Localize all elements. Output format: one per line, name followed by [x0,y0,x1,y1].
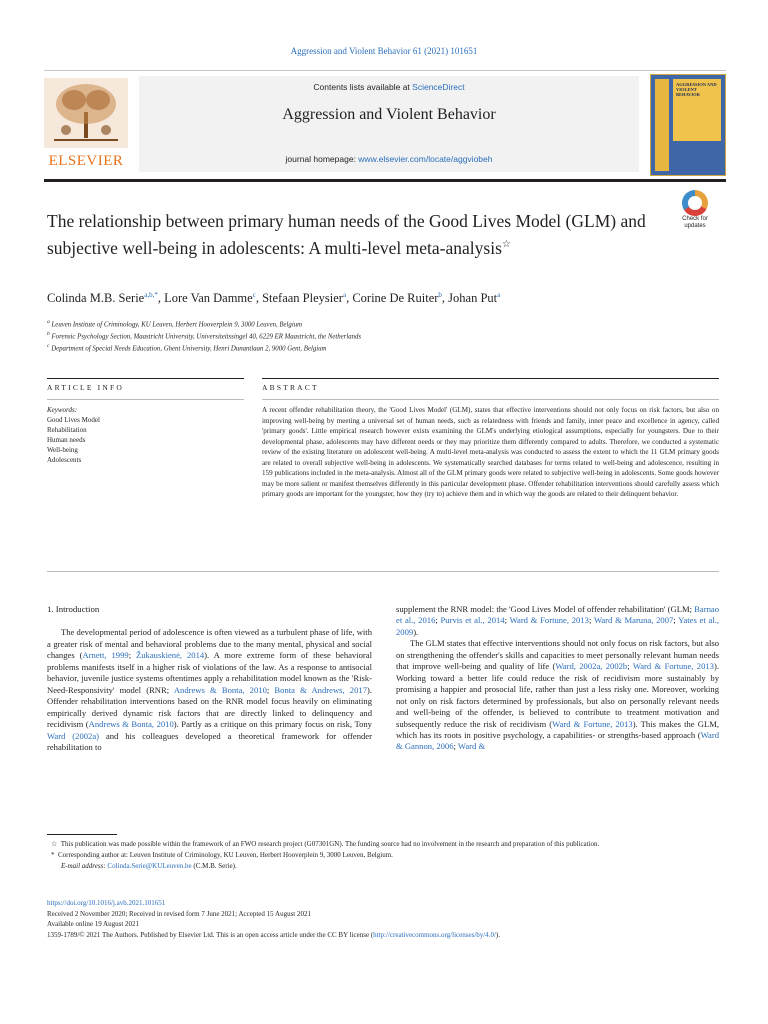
abstract-bottom-rule [47,571,719,572]
citation-link[interactable]: Andrews & Bonta, 2010 [173,684,267,695]
citation-link[interactable]: Ward & [457,741,486,752]
citation-link[interactable]: Ward & Maruna, 2007 [593,615,674,626]
affiliation-item: $^a$ Leuven Institute of Criminology, KU Leuven, Herbert Hooverplein 9, 3000 Leuven, Belgium [47,319,303,329]
journal-homepage-link[interactable]: www.elsevier.com/locate/aggviobeh [358,154,493,164]
author-name[interactable]: Johan Put [448,291,498,306]
email-link[interactable]: Colinda.Serie@KULeuven.be [107,861,192,870]
article-info-heading: ARTICLE INFO [47,383,124,392]
citation-link[interactable]: Arnett, 1999 [82,650,129,661]
abstract-heading: ABSTRACT [262,383,319,392]
affiliation-item: $^c$ Department of Special Needs Education, Ghent University, Henri Dunantlaan 2, 9000 Gent, Belgium [47,342,327,353]
footnotes [47,840,719,872]
citation-link[interactable]: Barnao et al., 2016 [396,604,719,626]
keyword-item: Adolescents [47,456,82,464]
author-affiliation-mark[interactable]: a [342,291,347,299]
elsevier-logo[interactable] [44,78,128,170]
header-top-rule [44,70,726,71]
author-affiliation-mark[interactable]: c [252,291,256,299]
header-bottom-rule [44,179,726,182]
homepage-line [139,154,639,164]
citation-link[interactable]: Ward & Fortune, 2013 [509,615,589,626]
email-footnote: E-mail address: Colinda.Serie@KULeuven.be (C.M.B. Serie). [61,861,237,870]
received-dates: Received 2 November 2020; Received in revised form 7 June 2021; Accepted 15 August 2021 [47,909,311,918]
crossmark-label: Check for updates [682,216,708,229]
sciencedirect-link[interactable]: ScienceDirect [412,82,465,92]
license-link[interactable]: http://creativecommons.org/licenses/by/4.0/ [373,931,496,940]
citation-link[interactable]: Ward & Fortune, 2013 [632,661,714,672]
publication-info [47,898,727,941]
contents-line [139,82,639,92]
body-column-left [47,604,372,753]
journal-title: Aggression and Violent Behavior [282,106,496,123]
abstract-text: A recent offender rehabilitation theory, the 'Good Lives Model' (GLM), states that effective interventions should not only focus on risk factors, but also on improving well-being by meeting a universal set of human needs, such as relatedness with friends and family, inner peace and excellence in agency, called 'primary goods'. Little empirical research however exists examining the GLM's underlying etiological assumptions, especially for youngsters. Due to their developmental phase, adolescents may have different needs or they may prioritize them differently compared to adults. Therefore, we conducted a systematic review of the existing literature on adolescent well-being. A multi-level meta-analysis was conducted to assess the extent to which the 11 GLM primary goods are related to overall subjective well-being in adolescents. We systematically searched databases for terms related to well-being and adolescence, resulting in 159 publications included in the meta-analysis. Almost all of the GLM primary goods were related to subjective well-being in adolescents. Some goods however may be more salient or manifest themselves differently in this particular development phase. Offender rehabilitation interventions should carefully assess which primary goods are important for the youngster, how they (try to) achieve them and in which way the goods are related to their delinquent behavior. [262,406,719,498]
body-column-right [396,604,719,753]
body-paragraph: The GLM states that effective interventions should not only focus on risk factors, but also on strengthening the offender's skills and capacities to meet personally relevant human needs that improve well-being and quality of life (Ward, 2002a, 2002b; Ward & Fortune, 2013). Working toward a better life could reduce the risk of recidivism more sustainably by promising a happier and prosocial life, rather than just a less risky one. Moreover, working not only on risk factors determined by professionals, but also on personally relevant needs and well-being of the offender, is believed to contribute to treatment motivation and subsequently reduce the risk of recidivism (Ward & Fortune, 2013). This makes the GLM, which has its roots in positive psychology, a capabilities- or strengths-based approach (Ward & Gannon, 2006; Ward & [396,638,719,752]
author-name[interactable]: Corine De Ruiter [352,291,439,306]
affiliation-list [47,318,727,354]
author-list: Colinda M.B. Serie$^{a,b,*}$, Lore Van Damme$^c$, Stefaan Pleysier$^a$, Corine De Ruiter$^b$, Johan Put$^a$ [47,291,501,306]
publisher-name: ELSEVIER [48,153,124,169]
journal-cover-image[interactable] [650,74,726,176]
journal-citation[interactable]: Aggression and Violent Behavior 61 (2021) 101651 [290,46,478,56]
article-title-text: The relationship between primary human needs of the Good Lives Model (GLM) and subjective well-being in adolescents: A multi-level meta-analysis [47,211,646,258]
doi-link[interactable]: https://doi.org/10.1016/j.avb.2021.101651 [47,899,166,907]
check-for-updates-button[interactable] [676,190,714,234]
article-info-subrule [47,399,244,400]
article-title [47,210,647,260]
author-name[interactable]: Stefaan Pleysier [262,291,343,306]
body-paragraph: supplement the RNR model: the 'Good Lives Model of offender rehabilitation' (GLM; Barnao et al., 2016; Purvis et al., 2014; Ward & Fortune, 2013; Ward & Maruna, 2007; Yates et al., 2009). [396,604,719,637]
cover-strip [655,79,669,171]
elsevier-tree-icon [44,78,128,148]
footnote-rule [47,834,117,835]
citation-link[interactable]: Andrews & Bonta, 2010 [88,719,174,730]
affiliation-item: $^b$ Forensic Psychology Section, Maastricht University, Universiteitssingel 40, 6229 ER Maastricht, the Netherlands [47,330,362,341]
citation-link[interactable]: Ward, 2002a, 2002b [555,661,628,672]
author-name[interactable]: Colinda M.B. Serie [47,291,145,306]
keywords-list [47,405,237,465]
author-name[interactable]: Lore Van Damme [164,291,253,306]
keyword-item: Human needs [47,436,86,444]
citation-link[interactable]: Ward & Gannon, 2006 [396,729,719,752]
cover-title: AGGRESSION AND VIOLENT BEHAVIOR [673,79,721,141]
journal-header [44,70,726,180]
abstract-subrule [262,399,719,400]
article-info-rule [47,378,244,379]
homepage-prefix: journal homepage: [285,154,359,164]
section-heading: 1. Introduction [47,604,100,614]
license-line: 1359-1789/© 2021 The Authors. Published by Elsevier Ltd. This is an open access article under the CC BY license (http://creativecommons.org/licenses/by/4.0/). [47,931,501,940]
author-affiliation-mark[interactable]: b [438,291,442,299]
journal-info-panel [139,76,639,172]
author-affiliation-mark[interactable]: a [497,291,501,299]
abstract-rule [262,378,719,379]
keyword-item: Rehabilitation [47,426,87,434]
citation-link[interactable]: Ward (2002a) [47,730,100,741]
citation-link[interactable]: Purvis et al., 2014 [440,615,505,626]
title-footnote-mark[interactable]: ☆ [501,239,511,250]
available-online: Available online 19 August 2021 [47,920,140,929]
citation-link[interactable]: Bonta & Andrews, 2017 [274,684,367,695]
author-affiliation-mark[interactable]: a,b,* [144,291,158,299]
corresponding-footnote: * Corresponding author at: Leuven Institute of Criminology, KU Leuven, Herbert Hooverplein 9, 3000 Leuven, Belgium. [51,850,393,859]
citation-link[interactable]: Ward & Fortune, 2013 [552,718,633,729]
citation-link[interactable]: Žukauskienė, 2014 [136,650,205,661]
crossmark-icon [682,190,708,216]
contents-prefix: Contents lists available at [313,82,413,92]
citation-link[interactable]: Yates et al., 2009 [396,615,719,637]
keyword-item: Well-being [47,446,78,454]
funding-footnote: ☆ This publication was made possible within the framework of an FWO research project (G07301GN). The funding source had no involvement in the research and preparation of this publication. [51,840,600,848]
keyword-item: Good Lives Model [47,416,100,424]
keywords-label: Keywords: [47,406,78,414]
body-paragraph: The developmental period of adolescence is often viewed as a turbulent phase of life, with a greater risk of mental and behavioral problems due to the many mental, physical and social changes (Arnett, 1999; Žukauskienė, 2014). A more extreme form of these behavioral problems manifests itself in a higher risk of violations of the law. As a response to antisocial behavior, juvenile justice systems oftentimes apply a rehabilitation model known as the 'Risk-Need-Responsivity' model (RNR; Andrews & Bonta, 2010; Bonta & Andrews, 2017). Offender rehabilitation interventions based on the RNR model focus heavily on eliminating empirically derived dynamic risk factors that are directly linked to delinquency and recidivism (Andrews & Bonta, 2010). Partly as a critique on this primary focus on risk, Tony Ward (2002a) and his colleagues developed a theoretical framework for offender rehabilitation to [47,627,373,752]
